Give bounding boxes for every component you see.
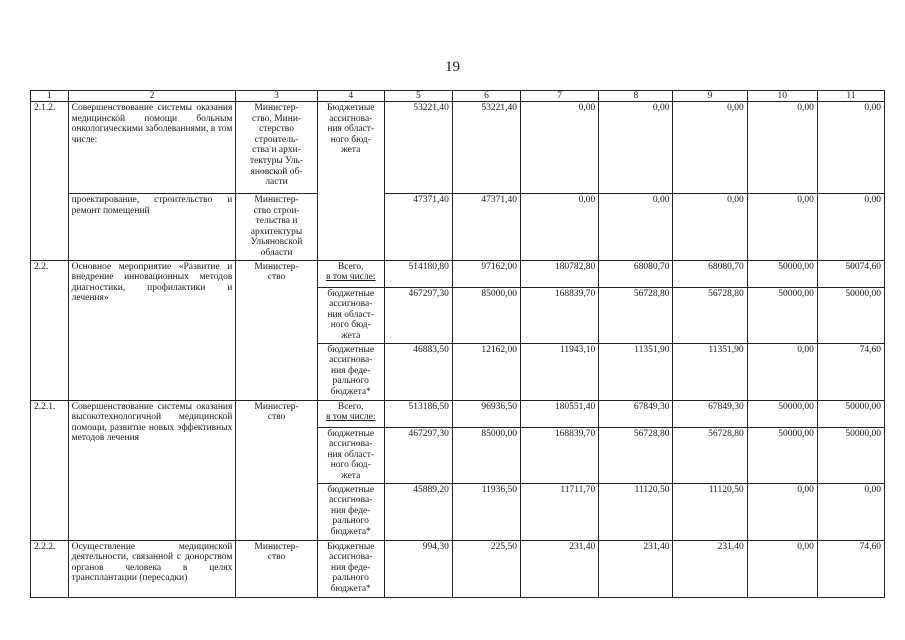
- value-cell: 12162,00: [452, 343, 520, 400]
- value-cell: 0,00: [747, 102, 817, 194]
- table-row: [31, 540, 885, 597]
- value-cell: 85000,00: [452, 427, 520, 483]
- value-cell: 56728,80: [599, 287, 673, 343]
- value-cell: 50000,00: [747, 260, 817, 287]
- value-cell: 74,60: [817, 540, 884, 597]
- value-cell: 97162,00: [452, 260, 520, 287]
- item-name: Основное мероприятие «Развитие и внедрение инновационных методов диагностики, профилактики и лечения»: [68, 260, 236, 400]
- funding-source: бюджетные ассигнова- ния феде- рального бюджета*: [317, 483, 384, 540]
- table-row: [31, 400, 885, 427]
- header-row: [31, 91, 885, 102]
- table-row: [31, 194, 885, 261]
- value-cell: 0,00: [747, 483, 817, 540]
- value-cell: 74,60: [817, 343, 884, 400]
- value-cell: 56728,80: [599, 427, 673, 483]
- value-cell: 231,40: [599, 540, 673, 597]
- source-total-label: Всего,: [337, 401, 364, 412]
- header-cell: 8: [599, 91, 673, 102]
- header-cell: 3: [236, 91, 317, 102]
- value-cell: 50000,00: [817, 400, 884, 427]
- header-cell: 5: [384, 91, 452, 102]
- value-cell: 67849,30: [599, 400, 673, 427]
- value-cell: 11120,50: [599, 483, 673, 540]
- value-cell: 0,00: [673, 194, 747, 261]
- funding-source: [317, 400, 384, 427]
- value-cell: 50000,00: [817, 427, 884, 483]
- value-cell: 168839,70: [521, 427, 599, 483]
- value-cell: 11351,90: [673, 343, 747, 400]
- funding-source: бюджетные ассигнова- ния област- ного бюд- жета: [317, 427, 384, 483]
- item-name: проектирование, строительство и ремонт помещений: [68, 194, 236, 261]
- value-cell: 0,00: [747, 194, 817, 261]
- table-row: [31, 102, 885, 194]
- header-cell: 4: [317, 91, 384, 102]
- value-cell: 11936,50: [452, 483, 520, 540]
- value-cell: 11120,50: [673, 483, 747, 540]
- value-cell: 0,00: [817, 194, 884, 261]
- value-cell: 53221,40: [384, 102, 452, 194]
- value-cell: 67849,30: [673, 400, 747, 427]
- value-cell: 0,00: [521, 194, 599, 261]
- item-executor: Министер- ство: [236, 540, 317, 597]
- value-cell: 56728,80: [673, 287, 747, 343]
- funding-source: [317, 260, 384, 287]
- header-cell: 1: [31, 91, 69, 102]
- header-cell: 10: [747, 91, 817, 102]
- header-cell: 6: [452, 91, 520, 102]
- page-number: 19: [445, 59, 460, 75]
- header-cell: 7: [521, 91, 599, 102]
- item-name: Совершенствование системы оказания высокотехнологичной медицинской помощи, развитие новых эффективных методов лечения: [68, 400, 236, 540]
- value-cell: 47371,40: [384, 194, 452, 261]
- budget-table: [30, 90, 885, 598]
- value-cell: 0,00: [599, 194, 673, 261]
- value-cell: 231,40: [521, 540, 599, 597]
- value-cell: 168839,70: [521, 287, 599, 343]
- value-cell: 11351,90: [599, 343, 673, 400]
- item-number: 2.1.2.: [31, 102, 69, 261]
- item-number: 2.2.: [31, 260, 69, 400]
- value-cell: 45889,20: [384, 483, 452, 540]
- value-cell: 0,00: [673, 102, 747, 194]
- value-cell: 50000,00: [747, 427, 817, 483]
- item-executor: Министер- ство, Мини- стерство строитель- ства и архи- тектуры Уль- яновской об- ласти: [236, 102, 317, 194]
- value-cell: 53221,40: [452, 102, 520, 194]
- item-name: Осуществление медицинской деятельности, связанной с донорством органов человека в целях трансплантации (пересадки): [68, 540, 236, 597]
- value-cell: 46883,50: [384, 343, 452, 400]
- value-cell: 0,00: [747, 343, 817, 400]
- item-number: 2.2.1.: [31, 400, 69, 540]
- item-executor: Министер- ство строи- тельства и архитектуры Ульяновской области: [236, 194, 317, 261]
- header-cell: 11: [817, 91, 884, 102]
- value-cell: 467297,30: [384, 427, 452, 483]
- item-executor: Министер- ство: [236, 400, 317, 540]
- value-cell: 0,00: [599, 102, 673, 194]
- funding-source: бюджетные ассигнова- ния област- ного бюд- жета: [317, 287, 384, 343]
- funding-source: Бюджетные ассигнова- ния феде- рального бюджета*: [317, 540, 384, 597]
- item-number: 2.2.2.: [31, 540, 69, 597]
- header-cell: 2: [68, 91, 236, 102]
- value-cell: 180782,80: [521, 260, 599, 287]
- value-cell: 0,00: [817, 483, 884, 540]
- value-cell: 68080,70: [599, 260, 673, 287]
- value-cell: 96936,50: [452, 400, 520, 427]
- value-cell: 514180,80: [384, 260, 452, 287]
- value-cell: 56728,80: [673, 427, 747, 483]
- value-cell: 50000,00: [817, 287, 884, 343]
- value-cell: 0,00: [747, 540, 817, 597]
- funding-source: Бюджетные ассигнова- ния област- ного бюд- жета: [317, 102, 384, 261]
- source-total-sublabel: в том числе:: [325, 412, 376, 423]
- value-cell: 11943,10: [521, 343, 599, 400]
- value-cell: 0,00: [521, 102, 599, 194]
- value-cell: 11711,70: [521, 483, 599, 540]
- value-cell: 994,30: [384, 540, 452, 597]
- value-cell: 180551,40: [521, 400, 599, 427]
- value-cell: 0,00: [817, 102, 884, 194]
- value-cell: 68080,70: [673, 260, 747, 287]
- value-cell: 467297,30: [384, 287, 452, 343]
- item-executor: Министер- ство: [236, 260, 317, 400]
- table-row: [31, 260, 885, 287]
- value-cell: 50000,00: [747, 287, 817, 343]
- funding-source: бюджетные ассигнова- ния феде- рального бюджета*: [317, 343, 384, 400]
- value-cell: 50000,00: [747, 400, 817, 427]
- item-name: Совершенствование системы оказания медицинской помощи больным онкологическими заболеваниями, в том числе:: [68, 102, 236, 194]
- value-cell: 231,40: [673, 540, 747, 597]
- value-cell: 50074,60: [817, 260, 884, 287]
- value-cell: 47371,40: [452, 194, 520, 261]
- value-cell: 513186,50: [384, 400, 452, 427]
- source-total-label: Всего,: [337, 261, 364, 272]
- header-cell: 9: [673, 91, 747, 102]
- source-total-sublabel: в том числе:: [325, 272, 376, 283]
- value-cell: 225,50: [452, 540, 520, 597]
- value-cell: 85000,00: [452, 287, 520, 343]
